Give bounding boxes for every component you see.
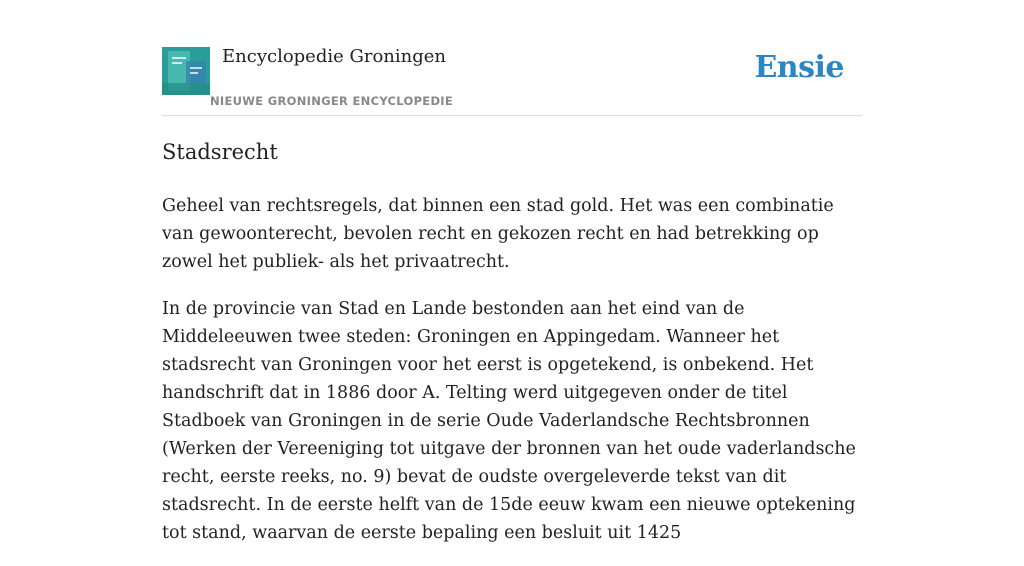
ensie-logo[interactable]: Ensie	[754, 50, 844, 85]
entry-content	[162, 192, 862, 566]
encyclopedia-cover-icon	[162, 47, 210, 95]
site-avatar[interactable]	[162, 47, 210, 95]
site-title[interactable]: Encyclopedie Groningen	[222, 46, 447, 67]
entry-title: Stadsrecht	[162, 140, 278, 164]
page	[162, 0, 862, 543]
entry-paragraph: Geheel van rechtsregels, dat binnen een stad gold. Het was een combinatie van gewoonterecht, bevolen recht en gekozen recht en had betrekking op zowel het publiek- als het privaatrecht.	[162, 196, 834, 272]
entry-paragraph: In de provincie van Stad en Lande bestonden aan het eind van de Middeleeuwen twee steden: Groningen en Appingedam. Wanneer het stadsrecht van Groningen voor het eerst is opgetekend, is onbekend. Het handschrift dat in 1886 door A. Telting werd uitgegeven onder de titel Stadboek van Groningen in de serie Oude Vaderlandsche Rechtsbronnen (Werken der Vereeniging tot uitgave der bronnen van het oude vaderlandsche recht, eerste reeks, no. 9) bevat de oudste overgeleverde tekst van dit stadsrecht. In de eerste helft van de 15de eeuw kwam een nieuwe optekening tot stand, waarvan de eerste bepaling een besluit uit 1425	[162, 299, 856, 543]
site-header	[162, 0, 862, 116]
site-subtitle: NIEUWE GRONINGER ENCYCLOPEDIE	[210, 94, 454, 108]
